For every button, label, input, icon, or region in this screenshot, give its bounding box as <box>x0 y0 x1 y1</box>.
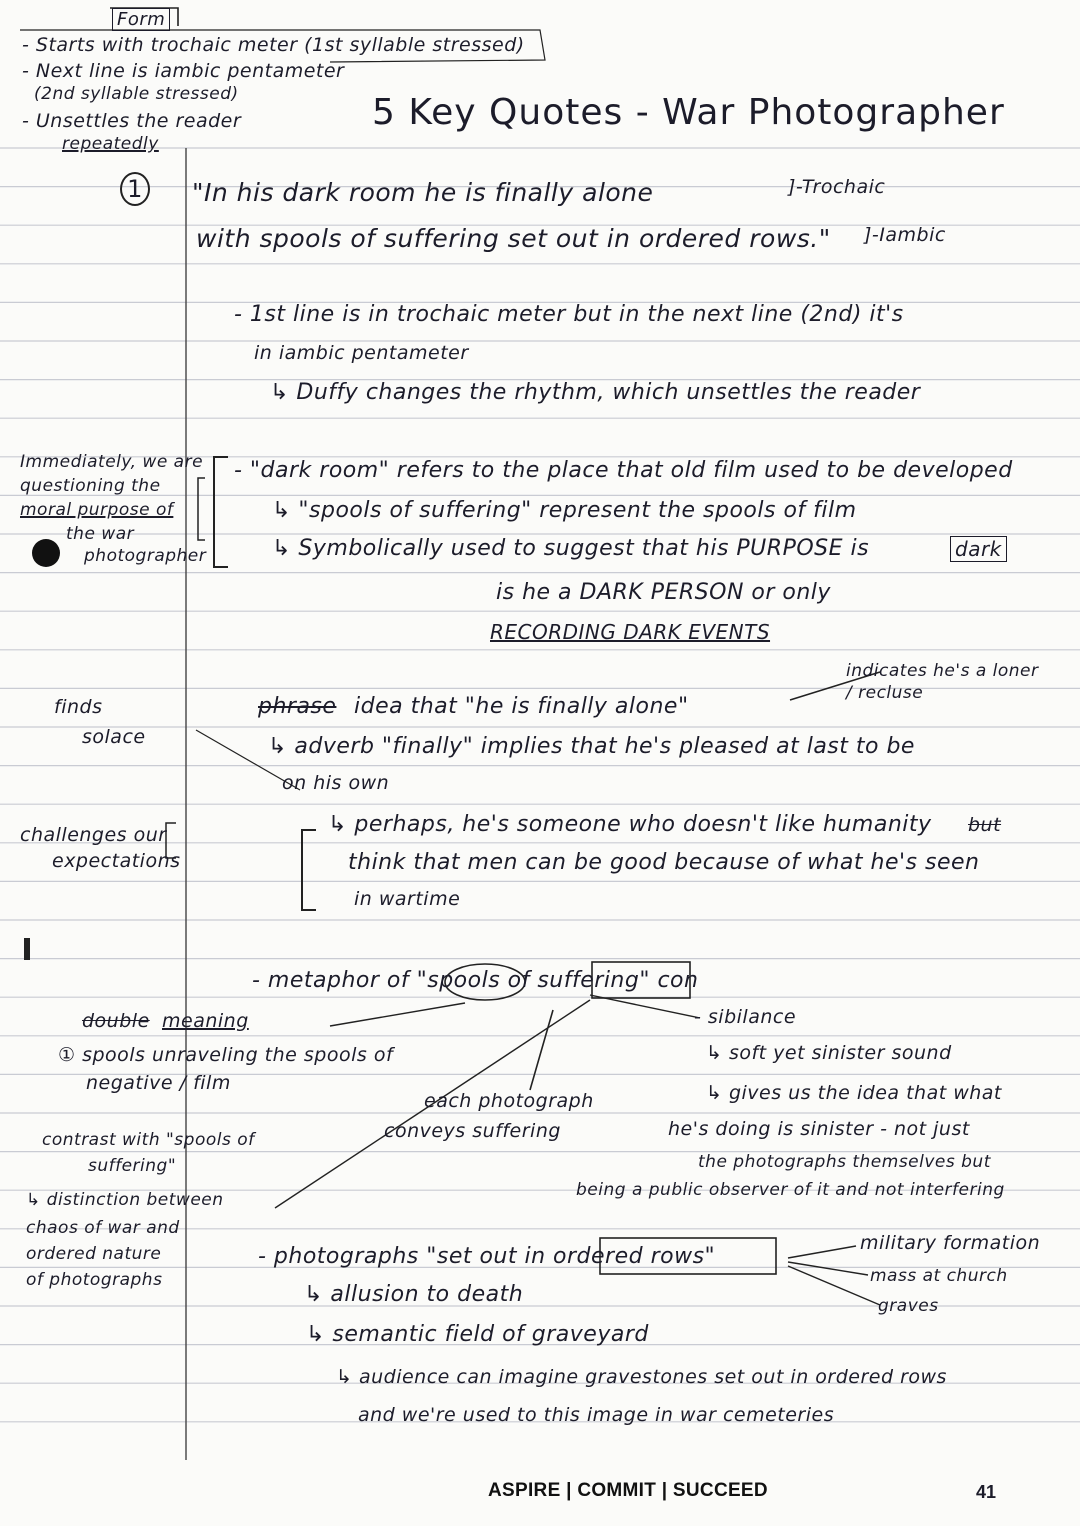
alone-note-6: in wartime <box>354 888 461 910</box>
rows-note-4: ↳ audience can imagine gravestones set out in ordered rows <box>336 1366 947 1388</box>
dark-note-3b: dark <box>950 536 1007 562</box>
form-note-4: - Unsettles the reader <box>22 110 242 132</box>
margin-immediately-5: photographer <box>84 546 207 566</box>
quote-line-2: with spools of suffering set out in ordered rows." <box>196 224 831 253</box>
rows-note-2: ↳ allusion to death <box>304 1282 524 1307</box>
form-note-3: (2nd syllable stressed) <box>34 84 239 104</box>
double-meaning: meaning <box>162 1010 249 1032</box>
military-note-3: graves <box>878 1296 939 1316</box>
margin-contrast-3: ↳ distinction between <box>26 1190 224 1210</box>
metaphor-note: - metaphor of "spools of suffering" con <box>252 968 699 993</box>
quote-line-1: "In his dark room he is finally alone <box>192 178 654 207</box>
dark-note-3a: ↳ Symbolically used to suggest that his PURPOSE is <box>272 536 870 561</box>
alone-strike: phrase <box>258 694 337 719</box>
margin-immediately-2: questioning the <box>20 476 161 496</box>
alone-side-note: indicates he's a loner / recluse <box>846 661 1039 703</box>
dark-note-1: - "dark room" refers to the place that old film used to be developed <box>234 458 1013 483</box>
form-label: Form <box>112 8 170 31</box>
rows-note-3: ↳ semantic field of graveyard <box>306 1322 649 1347</box>
page-title: 5 Key Quotes - War Photographer <box>372 92 1005 133</box>
margin-finds-2: solace <box>82 726 146 748</box>
meter-note-3: ↳ Duffy changes the rhythm, which unsettles the reader <box>270 380 921 405</box>
alone-note-4-strike: but <box>968 814 1002 836</box>
double-strike: double <box>82 1010 150 1032</box>
binding-hole-icon <box>32 539 60 567</box>
sib-note-6: being a public observer of it and not interfering <box>576 1180 1005 1200</box>
quote-number: 1 <box>120 172 150 206</box>
sib-note-5: the photographs themselves but <box>698 1152 991 1172</box>
meter-note-2: in iambic pentameter <box>254 342 469 364</box>
each-note-1: each photograph <box>424 1090 594 1112</box>
margin-finds-1: finds <box>54 696 103 718</box>
meter-note-1: - 1st line is in trochaic meter but in the next line (2nd) it's <box>234 302 904 327</box>
rows-note-5: and we're used to this image in war cemeteries <box>358 1404 835 1426</box>
unravel-note-1: ① spools unraveling the spools of <box>58 1044 394 1066</box>
dark-note-4: is he a DARK PERSON or only <box>496 580 831 605</box>
alone-note-3: on his own <box>282 772 390 794</box>
margin-challenges-2: expectations <box>52 850 181 872</box>
form-note-2: - Next line is iambic pentameter <box>22 60 345 82</box>
dark-note-5: RECORDING DARK EVENTS <box>490 620 771 644</box>
sib-note-2: ↳ soft yet sinister sound <box>706 1042 952 1064</box>
margin-contrast-1: contrast with "spools of <box>42 1130 255 1150</box>
each-note-2: conveys suffering <box>384 1120 561 1142</box>
margin-contrast-2: suffering" <box>88 1156 177 1176</box>
unravel-note-2: negative / film <box>86 1072 231 1094</box>
form-note-5: repeatedly <box>62 134 159 154</box>
military-note-2: mass at church <box>870 1266 1008 1286</box>
quote-line-1-tag: ]-Trochaic <box>788 176 886 198</box>
sib-note-1: - sibilance <box>694 1006 797 1028</box>
alone-note-1: idea that "he is finally alone" <box>354 694 689 719</box>
margin-immediately-1: Immediately, we are <box>20 452 204 472</box>
margin-challenges-1: challenges our <box>20 824 167 846</box>
margin-immediately-3: moral purpose of <box>20 500 174 520</box>
alone-note-2: ↳ adverb "finally" implies that he's pleased at last to be <box>268 734 915 759</box>
footer-motto: ASPIRE | COMMIT | SUCCEED <box>488 1480 768 1501</box>
alone-note-5: think that men can be good because of what he's seen <box>348 850 980 875</box>
margin-contrast-5: ordered nature <box>26 1244 162 1264</box>
sib-note-4: he's doing is sinister - not just <box>668 1118 970 1140</box>
form-note-1: - Starts with trochaic meter (1st syllable stressed) <box>22 34 525 56</box>
sib-note-3: ↳ gives us the idea that what <box>706 1082 1002 1104</box>
dark-note-2: ↳ "spools of suffering" represent the spools of film <box>272 498 857 523</box>
rows-note-1: - photographs "set out in ordered rows" <box>258 1244 716 1269</box>
margin-contrast-6: of photographs <box>26 1270 163 1290</box>
page-number: 41 <box>976 1482 997 1502</box>
margin-contrast-4: chaos of war and <box>26 1218 180 1238</box>
military-note-1: military formation <box>860 1232 1041 1254</box>
margin-immediately-4: the war <box>66 524 135 544</box>
quote-line-2-tag: ]-Iambic <box>864 224 946 246</box>
alone-note-4: ↳ perhaps, he's someone who doesn't like humanity <box>328 812 932 837</box>
